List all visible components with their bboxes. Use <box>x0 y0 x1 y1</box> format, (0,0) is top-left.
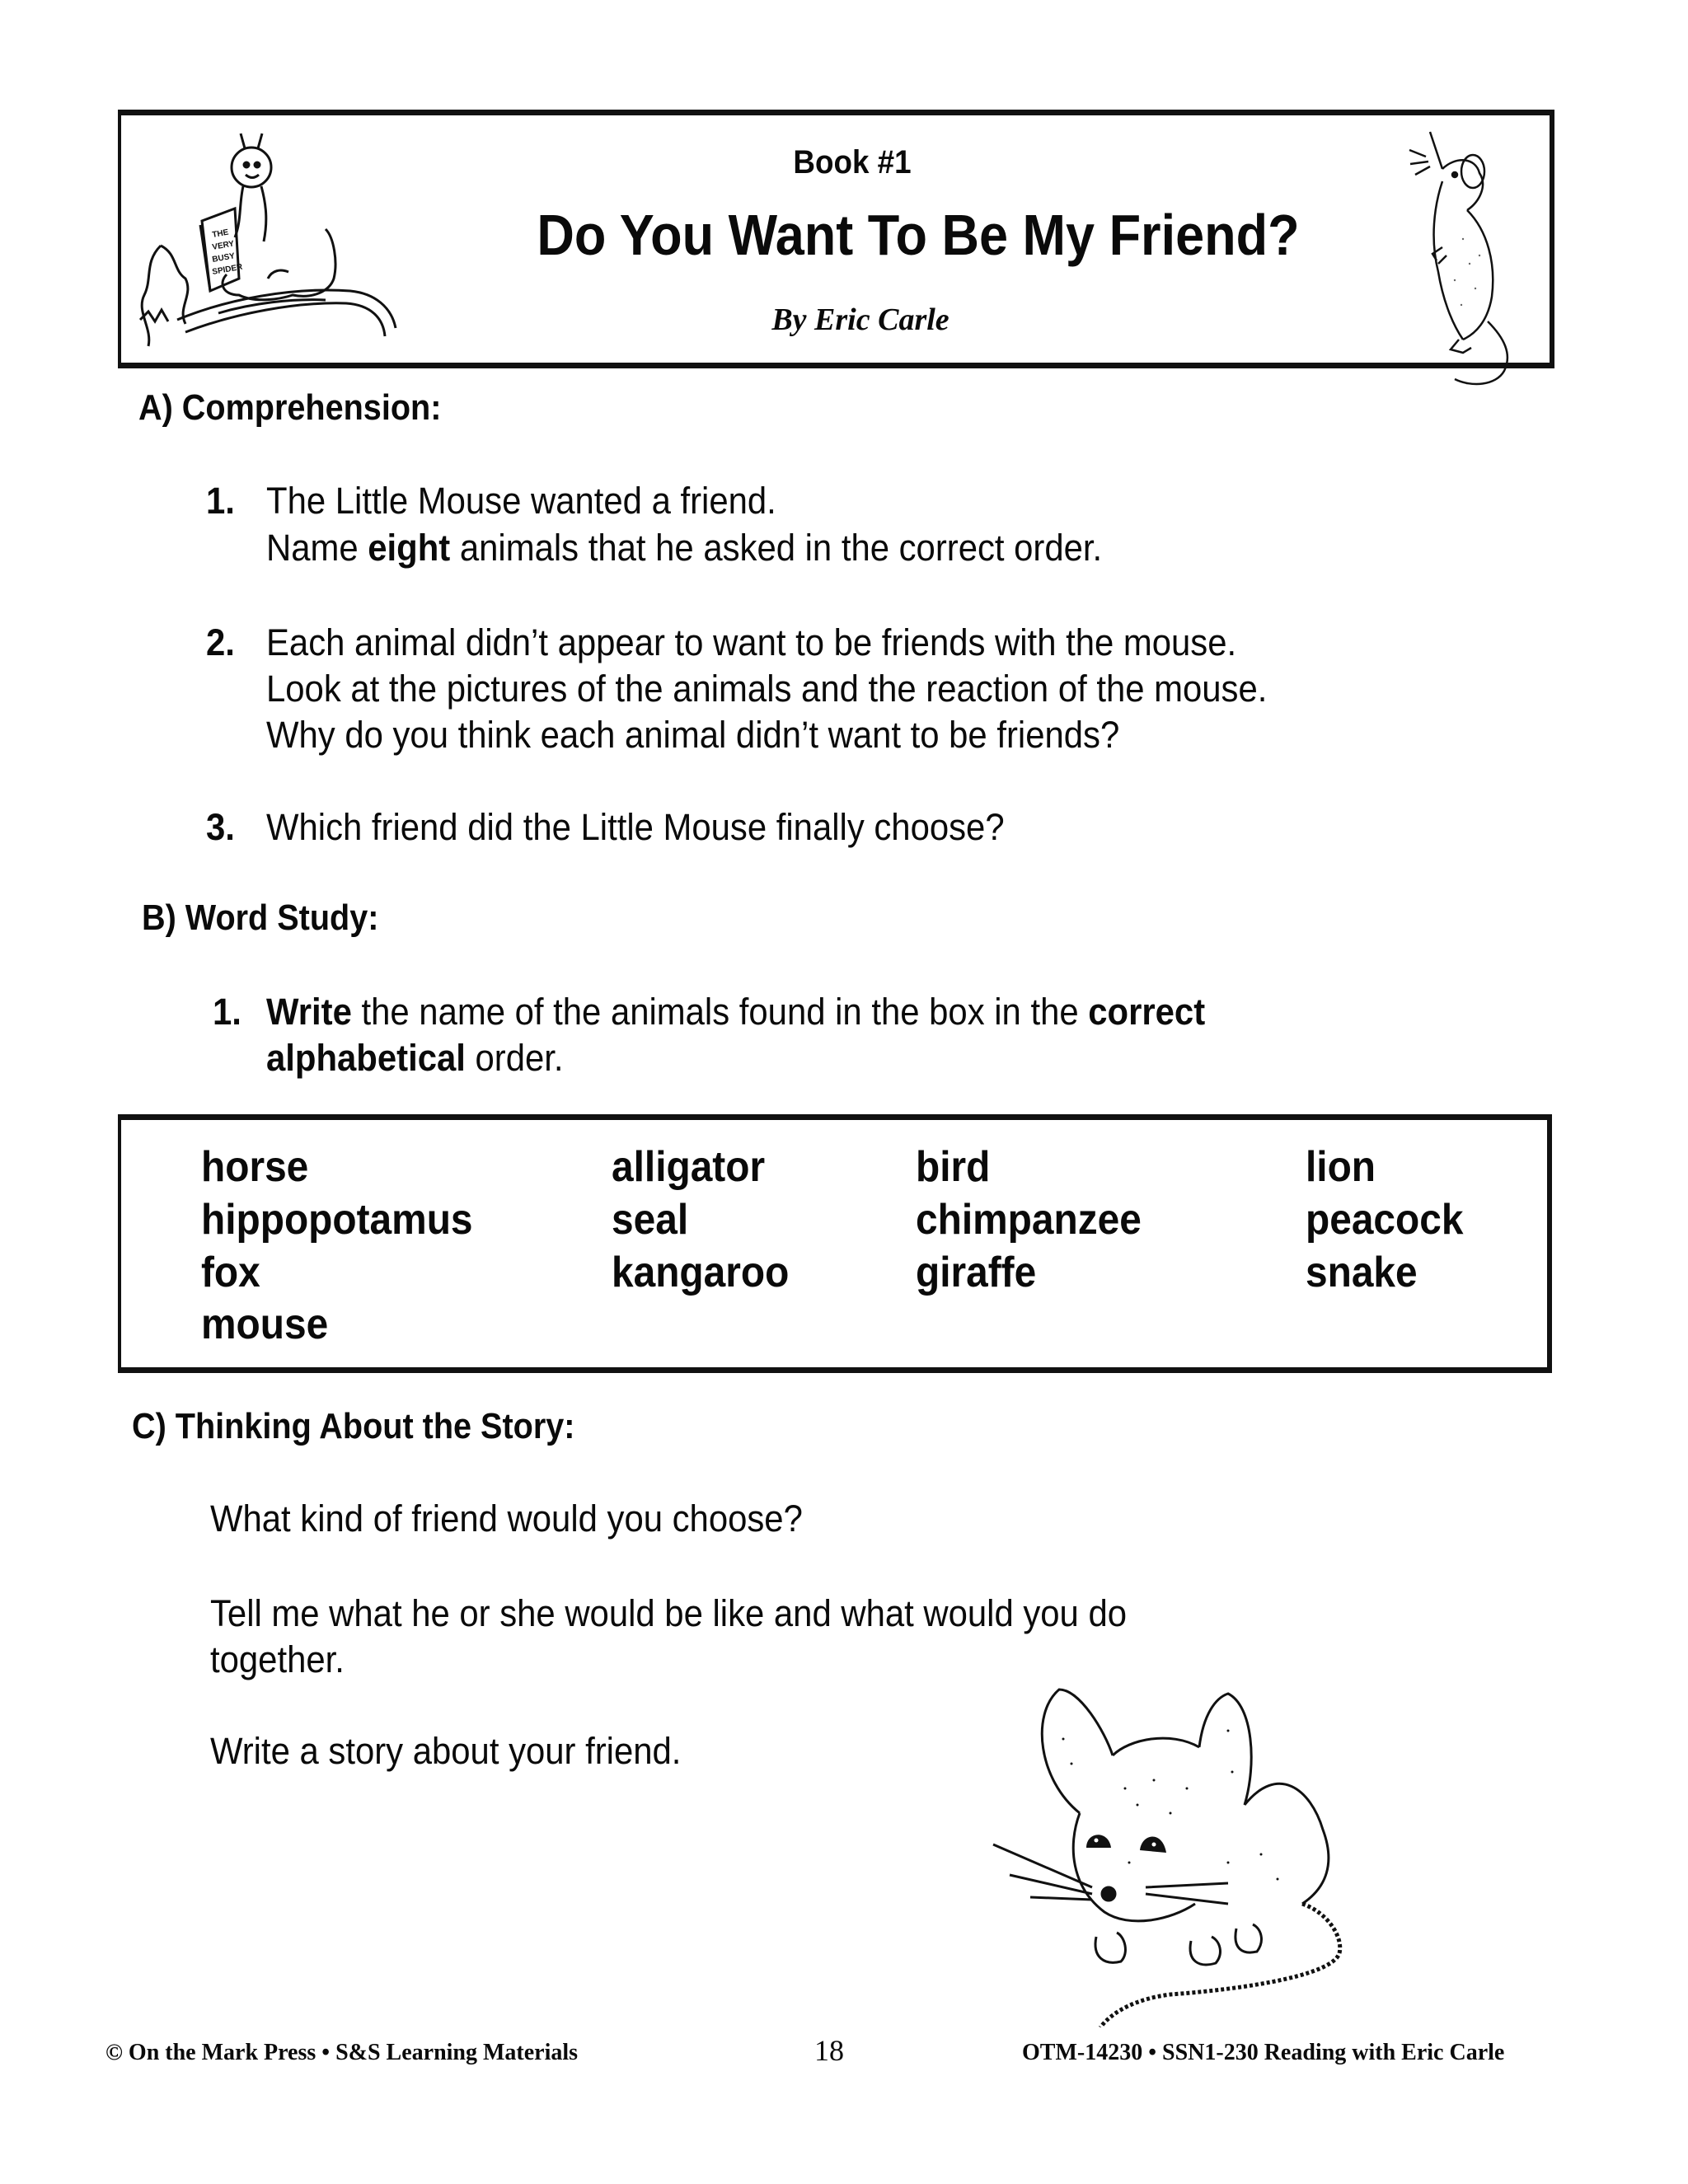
emphasis-eight: eight <box>368 527 451 569</box>
animal-word: mouse <box>201 1301 329 1348</box>
animal-word: seal <box>612 1196 689 1244</box>
footer-publisher: © On the Mark Press • S&S Learning Materials <box>106 2040 579 2065</box>
question-line <box>266 478 776 524</box>
animal-word: alligator <box>612 1143 766 1191</box>
section-c-heading: C) Thinking About the Story: <box>132 1406 575 1446</box>
emphasis-correct: correct <box>1088 991 1206 1033</box>
author-byline: By Eric Carle <box>771 302 950 337</box>
emphasis-alphabetical: alphabetical <box>266 1037 466 1079</box>
animal-word: lion <box>1306 1143 1376 1191</box>
text-segment: the name of the animals found in the box in the <box>351 991 1089 1033</box>
svg-text:BUSY: BUSY <box>211 251 236 265</box>
animal-word: fox <box>201 1249 260 1296</box>
page-number: 18 <box>814 2034 844 2067</box>
instruction-line <box>266 989 1205 1035</box>
sitting-mouse-icon <box>981 1665 1393 2027</box>
section-b-heading: B) Word Study: <box>142 898 379 938</box>
instruction-number: 1. <box>213 991 241 1033</box>
text-segment: animals that he asked in the correct order. <box>450 527 1103 569</box>
emphasis-write: Write <box>266 991 352 1033</box>
text-segment: order. <box>465 1037 564 1079</box>
question-line <box>266 525 1102 571</box>
question-line: Each animal didn’t appear to want to be friends with the mouse. <box>266 621 1237 663</box>
animal-word: bird <box>916 1143 991 1191</box>
instruction-line <box>266 1035 564 1081</box>
animal-word: horse <box>201 1143 309 1191</box>
prompt-line: Tell me what he or she would be like and what would you do <box>210 1592 1128 1634</box>
section-a-heading: A) Comprehension: <box>138 387 442 428</box>
question-line: Which friend did the Little Mouse finally choose? <box>266 806 1005 848</box>
question-line: Look at the pictures of the animals and the reaction of the mouse. <box>266 668 1268 710</box>
book-number: Book #1 <box>793 144 912 180</box>
page-title: Do You Want To Be My Friend? <box>537 203 1300 267</box>
animal-word: giraffe <box>916 1249 1037 1296</box>
animal-word: chimpanzee <box>916 1196 1142 1244</box>
prompt-line: Write a story about your friend. <box>210 1730 682 1772</box>
svg-text:THE: THE <box>211 227 230 240</box>
footer-product-code: OTM-14230 • SSN1-230 Reading with Eric Carle <box>1022 2040 1505 2065</box>
prompt-line: What kind of friend would you choose? <box>210 1497 803 1540</box>
animal-word: kangaroo <box>612 1249 790 1296</box>
question-number: 1. <box>206 480 235 522</box>
svg-text:SPIDER: SPIDER <box>211 262 244 277</box>
svg-text:VERY: VERY <box>211 239 235 252</box>
animal-word: peacock <box>1306 1196 1464 1244</box>
prompt-line: together. <box>210 1638 345 1680</box>
question-line: Why do you think each animal didn’t want to be friends? <box>266 714 1120 756</box>
animal-word: snake <box>1306 1249 1418 1296</box>
question-number: 2. <box>206 621 235 663</box>
animal-word: hippopotamus <box>201 1196 473 1244</box>
question-number: 3. <box>206 806 235 848</box>
text-segment: Name <box>266 527 368 569</box>
animal-word-box <box>118 1114 1552 1373</box>
text-segment: The Little Mouse wanted a friend. <box>266 480 776 522</box>
